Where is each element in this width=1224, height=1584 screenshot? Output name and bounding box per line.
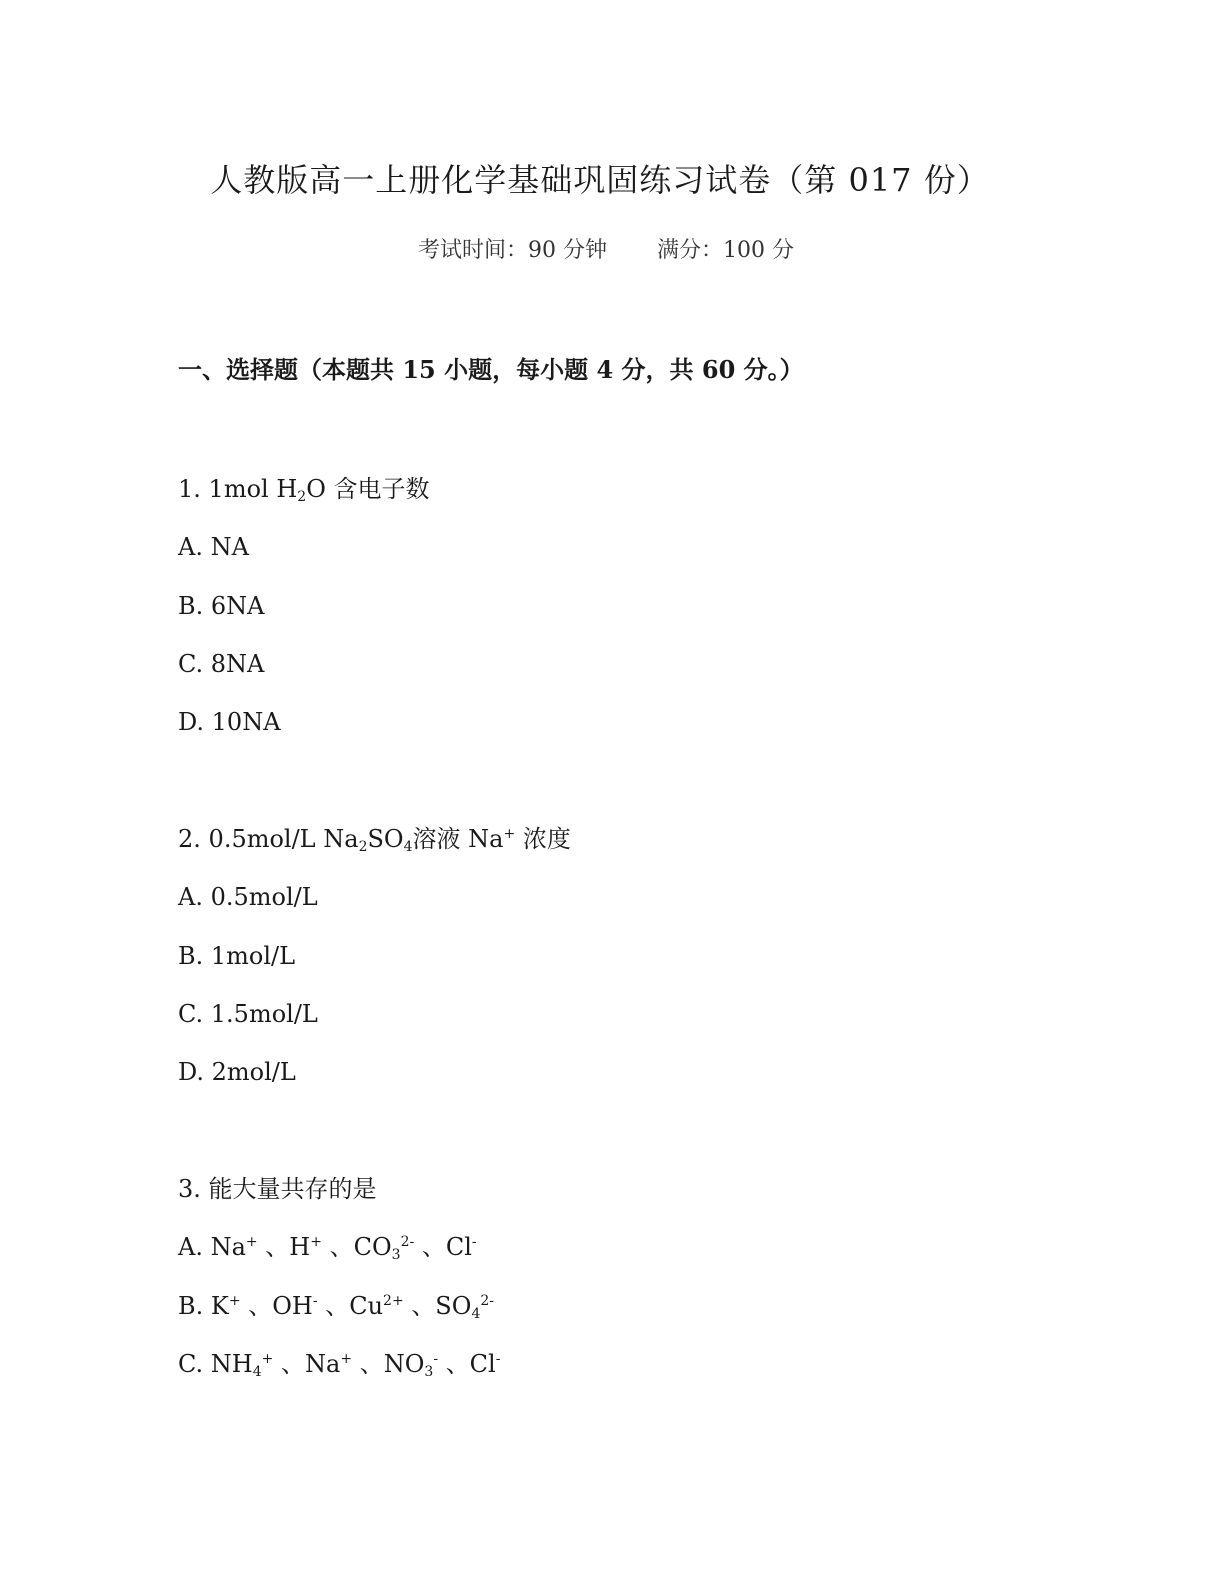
section-heading: 一、选择题（本题共 15 小题，每小题 4 分，共 60 分。） [178,355,804,384]
option-text: 6NA [210,592,265,620]
question-1-option-b [178,588,265,624]
option-letter: A. [178,883,203,911]
question-number: 3. [178,1175,201,1203]
option-text: 1mol/L [210,942,296,970]
question-2-option-d [178,1054,296,1090]
option-text: 1.5mol/L [210,1000,318,1028]
exam-time: 考试时间：90 分钟 [418,238,607,263]
option-letter: B. [178,592,204,620]
exam-title: 人教版高一上册化学基础巩固练习试卷（第 017 份） [210,161,990,199]
option-letter: C. [178,1000,204,1028]
option-letter: B. [178,942,204,970]
question-2-stem: 2. 0.5mol/L $Na_2SO_4$溶液 Na+ 浓度 [178,825,571,855]
question-number: 1. [178,475,201,503]
question-2-option-a [178,879,318,915]
exam-meta [0,234,1212,268]
question-1-option-c [178,646,264,682]
option-letter: A. [178,533,203,561]
question-1-option-d [178,704,281,740]
option-text: 0.5mol/L [210,883,318,911]
option-text: 10NA [211,708,281,736]
question-2-option-b [178,938,295,974]
question-1-option-a [178,529,249,565]
option-text: NA [210,533,249,561]
question-2-option-c [178,996,318,1032]
option-letter: A. [178,1233,203,1261]
exam-score: 满分：100 分 [657,238,794,263]
option-text: 8NA [210,650,265,678]
question-1-stem: 1. 1mol $H_2O$ 含电子数 [178,475,430,505]
option-letter: C. [178,1350,204,1378]
question-3-option-c: C. $NH_4^+$ 、Na+ 、$NO_3^-$ 、Cl- [178,1350,501,1380]
option-text: 2mol/L [211,1058,296,1086]
option-letter: C. [178,650,204,678]
option-letter: D. [178,1058,205,1086]
option-letter: B. [178,1292,204,1320]
question-number: 2. [178,825,201,853]
option-letter: D. [178,708,205,736]
question-3-option-a: A. Na+ 、H+ 、$CO_3^{2-}$ 、Cl- [178,1233,477,1263]
question-3-stem: 3. 能大量共存的是 [178,1175,377,1203]
question-3-option-b: B. K+ 、OH- 、$Cu^{2+}$ 、$SO_4^{2-}$ [178,1292,494,1322]
